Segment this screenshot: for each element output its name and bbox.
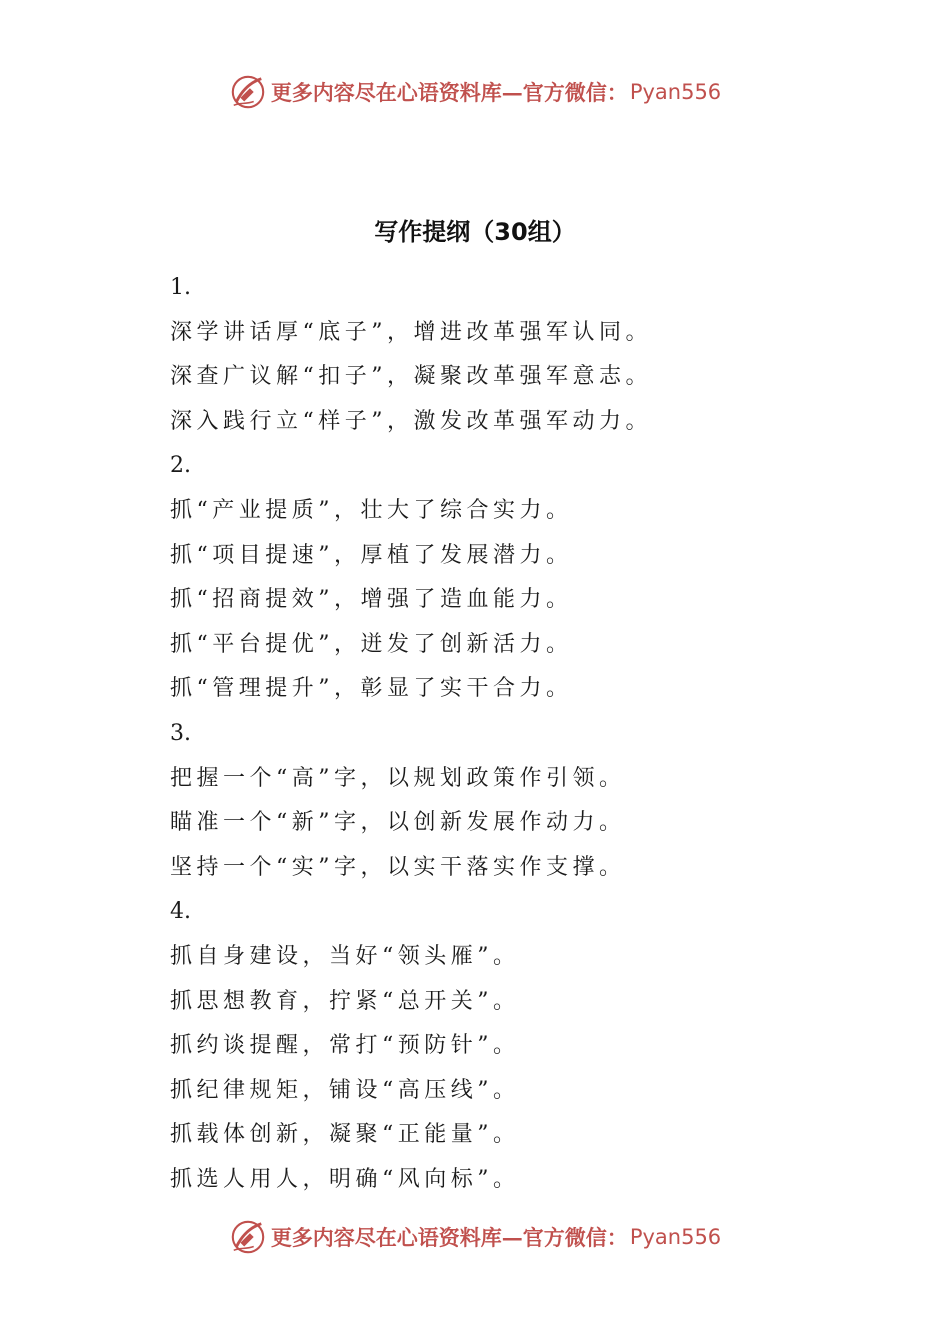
banner-wechat: Pyan556: [629, 80, 722, 104]
outline-line: 抓思想教育，拧紧“总开关”。: [170, 988, 520, 1014]
section-number: 3.: [170, 720, 191, 746]
outline-content: [170, 266, 890, 1202]
outline-line: 深入践行立“样子”，激发改革强军动力。: [170, 408, 652, 434]
outline-line: 抓自身建设，当好“领头雁”。: [170, 943, 520, 969]
outline-line: 抓“管理提升”，彰显了实干合力。: [170, 676, 573, 702]
outline-line: 深查广议解“扣子”，凝聚改革强军意志。: [170, 364, 652, 390]
pen-logo-icon: [229, 73, 267, 111]
footer-banner: [0, 1215, 950, 1259]
section-number: 1.: [170, 275, 191, 300]
outline-line: 坚持一个“实”字，以实干落实作支撑。: [170, 854, 626, 880]
outline-line: 抓“产业提质”，壮大了综合实力。: [170, 497, 573, 523]
outline-line: 深学讲话厚“底子”，增进改革强军认同。: [170, 319, 652, 345]
outline-line: 抓载体创新，凝聚“正能量”。: [170, 1122, 520, 1148]
outline-line: 抓约谈提醒，常打“预防针”。: [170, 1033, 520, 1059]
outline-line: 抓“项目提速”，厚植了发展潜力。: [170, 542, 573, 568]
banner-text: 更多内容尽在心语资料库—官方微信：: [270, 80, 628, 105]
outline-line: 瞄准一个“新”字，以创新发展作动力。: [170, 810, 626, 836]
outline-line: 抓纪律规矩，铺设“高压线”。: [170, 1077, 520, 1103]
section-number: 2.: [170, 453, 191, 479]
pen-logo-icon: [229, 1218, 267, 1256]
banner-wechat: Pyan556: [629, 1225, 722, 1249]
section-number: 4.: [170, 899, 191, 925]
outline-line: 抓选人用人，明确“风向标”。: [170, 1166, 520, 1192]
outline-line: 抓“招商提效”，增强了造血能力。: [170, 587, 573, 613]
outline-line: 把握一个“高”字，以规划政策作引领。: [170, 765, 626, 791]
banner-text: 更多内容尽在心语资料库—官方微信：: [270, 1225, 628, 1250]
header-banner: [0, 70, 950, 114]
outline-line: 抓“平台提优”，迸发了创新活力。: [170, 631, 573, 657]
page-title: 写作提纲（30组）: [374, 218, 576, 246]
